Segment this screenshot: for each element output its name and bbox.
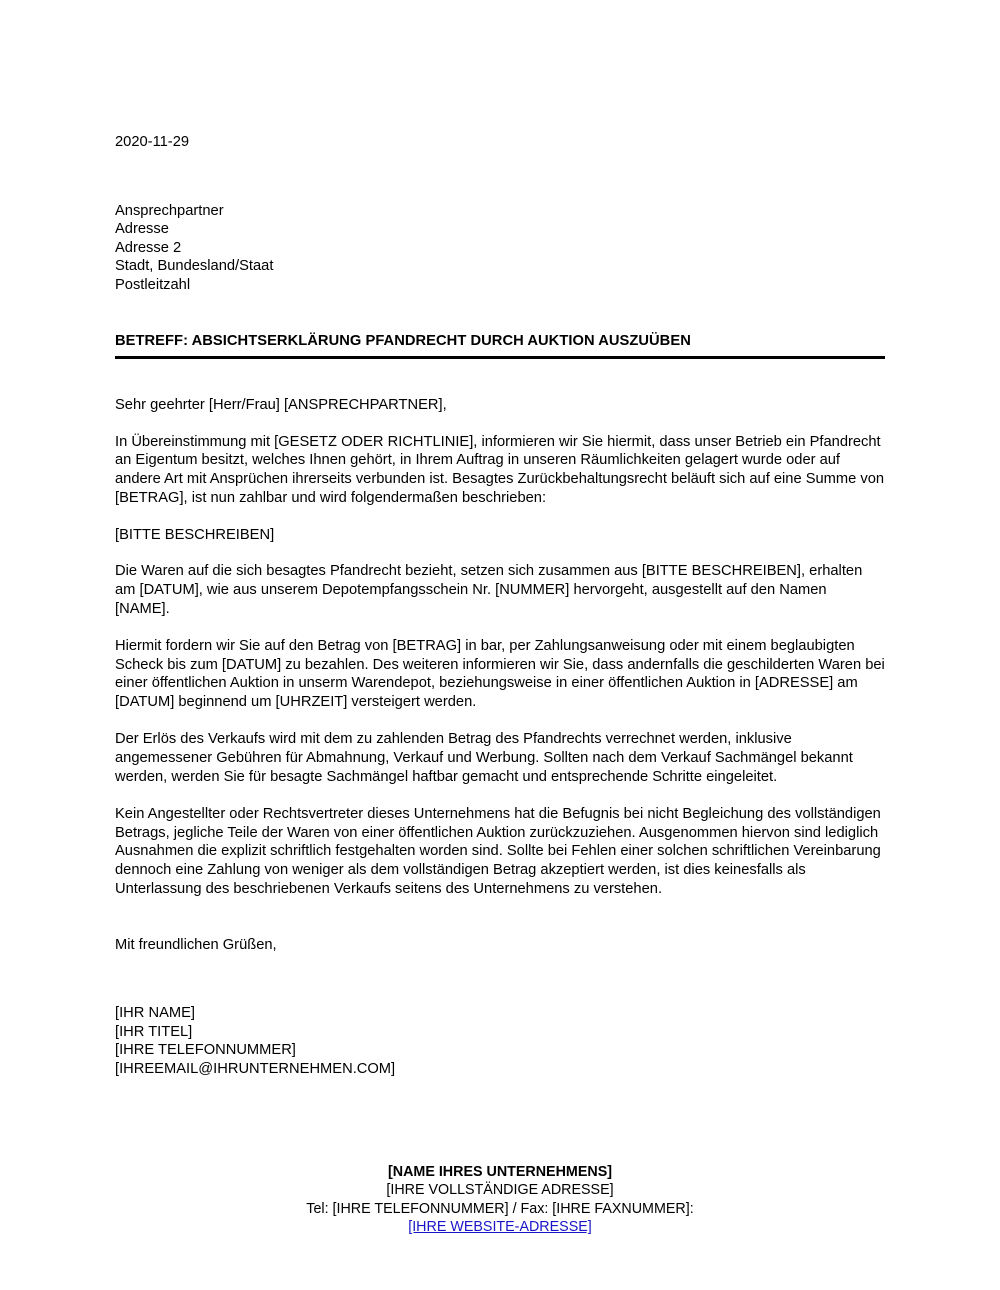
page-footer <box>0 1163 1000 1237</box>
body-paragraph-3: Hiermit fordern wir Sie auf den Betrag von [BETRAG] in bar, per Zahlungsanweisung oder mit einem beglaubigten Scheck bis zum [DATUM] zu bezahlen. Des weiteren informieren wir Sie, dass andernfalls die geschilderten Waren bei einer öffentlichen Auktion in unserm Warendepot, beziehungsweise in einer öffentlichen Auktion in [ADRESSE] am [DATUM] beginnend um [UHRZEIT] versteigert werden. <box>115 637 885 711</box>
signature-title: [IHR TITEL] <box>115 1023 193 1040</box>
letter-body <box>115 133 885 1079</box>
signature-name: [IHR NAME] <box>115 1005 195 1022</box>
body-paragraph-2: Die Waren auf die sich besagtes Pfandrecht bezieht, setzen sich zusammen aus [BITTE BESCHREIBEN], erhalten am [DATUM], wie aus unserem Depotempfangsschein Nr. [NUMMER] hervorgeht, ausgestellt auf den Namen [NAME]. <box>115 563 863 617</box>
footer-company-name: [NAME IHRES UNTERNEHMENS] <box>388 1164 612 1180</box>
spacer-after-describe <box>115 544 885 562</box>
recipient-line-address-2: Adresse 2 <box>115 239 182 256</box>
spacer-before-subject <box>115 295 885 332</box>
spacer-before-describe <box>115 508 885 526</box>
signature-email: [IHREEMAIL@IHRUNTERNEHMEN.COM] <box>115 1060 396 1077</box>
spacer-after-date <box>115 152 885 202</box>
footer-contact-line: Tel: [IHRE TELEFONNUMMER] / Fax: [IHRE FAXNUMMER]: <box>306 1200 694 1217</box>
recipient-line-contact: Ansprechpartner <box>115 202 224 219</box>
subject-line: BETREFF: ABSICHTSERKLÄRUNG PFANDRECHT DURCH AUKTION AUSZUÜBEN <box>115 332 691 349</box>
closing-line: Mit freundlichen Grüßen, <box>115 936 277 953</box>
body-paragraph-4: Der Erlös des Verkaufs wird mit dem zu zahlenden Betrag des Pfandrechts verrechnet werden, inklusive angemessener Gebühren für Abmahnung, Verkauf und Werbung. Sollten nach dem Verkauf Sachmängel bekannt werden, werden Sie für besagte Sachmängel haftbar gemacht und entsprechende Schritte eingeleitet. <box>115 731 853 785</box>
recipient-address-block <box>115 202 885 295</box>
spacer-before-closing <box>115 899 885 936</box>
body-paragraph-describe: [BITTE BESCHREIBEN] <box>115 526 275 543</box>
spacer-before-body <box>115 415 885 433</box>
recipient-line-postal-code: Postleitzahl <box>115 276 191 293</box>
footer-website-link[interactable]: [IHRE WEBSITE-ADRESSE] <box>408 1219 592 1236</box>
recipient-line-address-1: Adresse <box>115 221 169 238</box>
letter-date: 2020-11-29 <box>115 134 190 150</box>
signature-block <box>115 1004 885 1078</box>
body-paragraph-1: In Übereinstimmung mit [GESETZ ODER RICHTLINIE], informieren wir Sie hiermit, dass unser Betrieb ein Pfandrecht an Eigentum besitzt, welches Ihnen gehört, in Ihrem Auftrag in unseren Räumlichkeiten gelagert wurde oder auf andere Art mit Ansprüchen ihrerseits verbunden ist. Besagtes Zurückbehaltungsrecht beläuft sich auf eine Summe von [BETRAG], ist nun zahlbar und wird folgendermaßen beschrieben: <box>115 433 885 506</box>
spacer-signature <box>115 954 885 1004</box>
footer-website-row <box>0 1218 1000 1236</box>
signature-phone: [IHRE TELEFONNUMMER] <box>115 1042 296 1059</box>
recipient-line-city-state: Stadt, Bundesland/Staat <box>115 258 274 275</box>
spacer-before-salutation <box>115 359 885 396</box>
salutation-line: Sehr geehrter [Herr/Frau] [ANSPRECHPARTNER], <box>115 397 447 414</box>
body-paragraph-5: Kein Angestellter oder Rechtsvertreter dieses Unternehmens hat die Befugnis bei nicht Begleichung des vollständigen Betrags, jegliche Teile der Waren von einer öffentlichen Auktion zurückzuziehen. Ausgenommen hiervon sind lediglich Ausnahmen die explizit schriftlich festgehalten worden sind. Sollte bei Fehlen einer solchen schriftlichen Vereinbarung dennoch eine Zahlung von weniger als dem vollständigen Betrag akzeptiert werden, ist dies keinesfalls als Unterlassung des beschriebenen Verkaufs seitens des Unternehmens zu verstehen. <box>115 806 881 897</box>
footer-company-address: [IHRE VOLLSTÄNDIGE ADRESSE] <box>386 1182 614 1199</box>
date-block <box>115 133 885 152</box>
